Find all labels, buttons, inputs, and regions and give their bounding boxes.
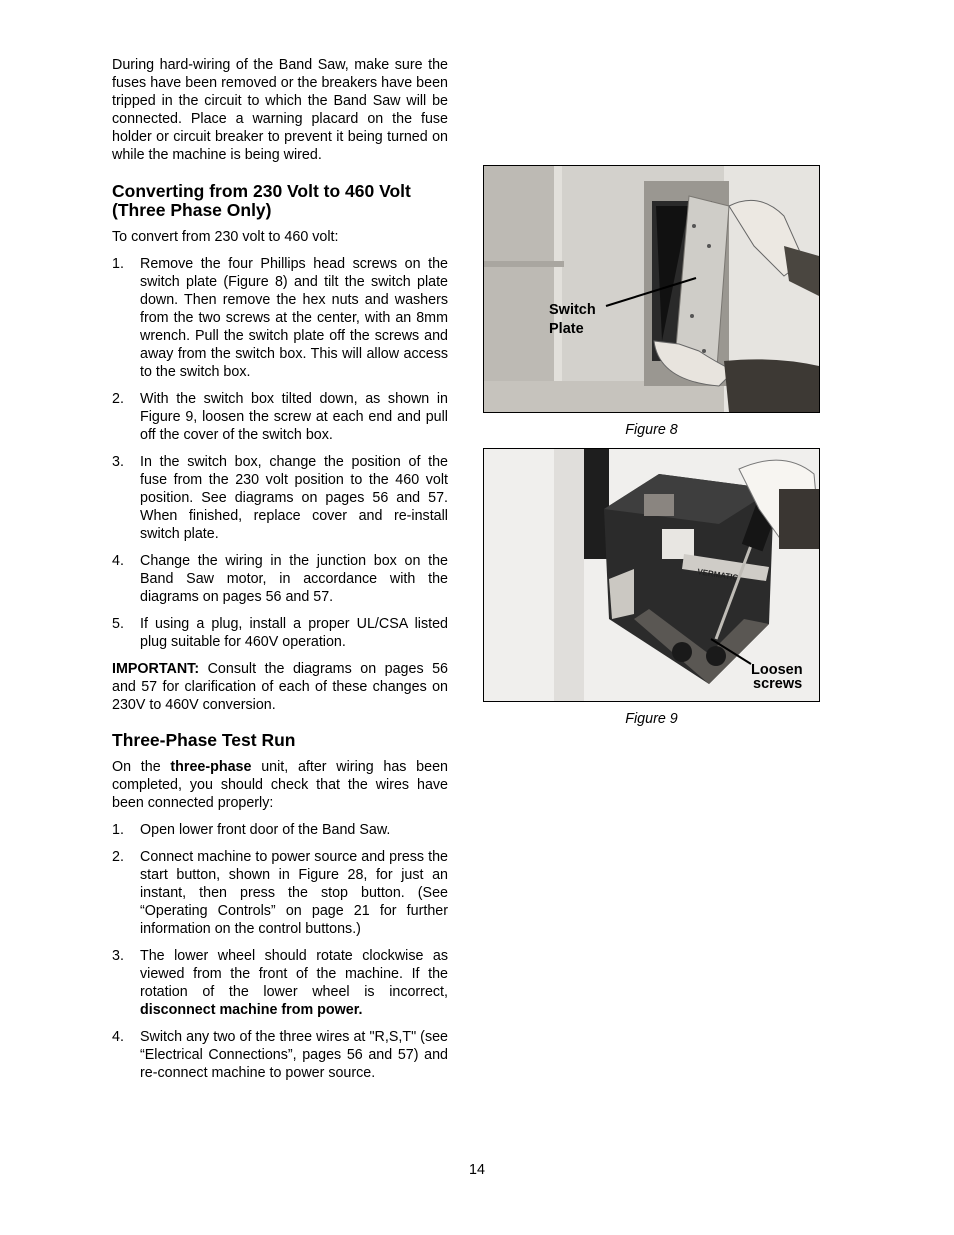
- figure-8-photo: [483, 165, 820, 413]
- list-item: 1. Remove the four Phillips head screws on the switch plate (Figure 8) and tilt the switch plate down. Then remove the hex nuts and washers from the two screws at the center, with an 8mm wrench. Pull the switch plate off the screws and away from the switch box. This will allow access to the switch box.: [112, 256, 448, 380]
- important-label: IMPORTANT:: [112, 661, 200, 677]
- list-item: 5. If using a plug, install a proper UL/CSA listed plug suitable for 460V operation.: [112, 616, 448, 650]
- figure-9-photo: [483, 448, 820, 702]
- switch-plate-label-line2: Plate: [549, 321, 584, 337]
- important-note: IMPORTANT: Consult the diagrams on pages 56 and 57 for clarification of each of these changes on 230V to 460V conversion.: [112, 661, 448, 713]
- switch-box-illustration: [484, 449, 819, 701]
- list-item: 4. Switch any two of the three wires at "R,S,T" (see “Electrical Connections”, pages 56 and 57) and re-connect machine to power source.: [112, 1029, 448, 1081]
- text-column: [112, 56, 448, 1091]
- convert-heading-line1: Converting from 230 Volt to 460 Volt: [112, 181, 411, 201]
- test-run-heading: Three-Phase Test Run: [112, 730, 296, 750]
- list-item: 2. Connect machine to power source and press the start button, shown in Figure 28, for just an instant, then press the stop button. (See “Operating Controls” on page 21 for further information on the control buttons.): [112, 849, 448, 937]
- convert-lead: To convert from 230 volt to 460 volt:: [112, 229, 339, 245]
- list-item: 4. Change the wiring in the junction box on the Band Saw motor, in accordance with the diagrams on pages 56 and 57.: [112, 553, 448, 605]
- list-item: 2. With the switch box tilted down, as shown in Figure 9, loosen the screw at each end and pull off the cover of the switch box.: [112, 391, 448, 443]
- convert-heading: [112, 182, 448, 220]
- convert-heading-line2: (Three Phase Only): [112, 200, 272, 220]
- page-number: 14: [469, 1162, 485, 1178]
- intro-paragraph: During hard-wiring of the Band Saw, make sure the fuses have been removed or the breakers have been tripped in the circuit to which the Band Saw will be connected. Place a warning placard on the fuse holder or circuit breaker to prevent it being turned on while the machine is being wired.: [112, 57, 448, 163]
- test-lead: On the three-phase unit, after wiring has been completed, you should check that the wires have been connected properly:: [112, 759, 448, 811]
- figure-9-caption: Figure 9: [625, 711, 678, 727]
- switch-plate-illustration: [484, 166, 819, 412]
- switch-plate-label-line1: Switch: [549, 302, 596, 318]
- list-item: 3. In the switch box, change the position of the fuse from the 230 volt position to the 460 volt position. See diagrams on pages 56 and 57. When finished, replace cover and re-install switch plate.: [112, 454, 448, 542]
- list-item: 3. The lower wheel should rotate clockwise as viewed from the front of the machine. If the rotation of the lower wheel is incorrect, disconnect machine from power.: [112, 948, 448, 1018]
- figure-8-caption: Figure 8: [625, 422, 678, 438]
- convert-steps: [112, 255, 448, 651]
- loosen-screws-label-line1: Loosen: [751, 662, 803, 678]
- loosen-screws-label-line2: screws: [753, 676, 803, 692]
- switch-box-brand-label: VERMATIC: [696, 567, 739, 583]
- list-item: 1. Open lower front door of the Band Saw.: [112, 822, 391, 838]
- test-steps: [112, 821, 448, 1082]
